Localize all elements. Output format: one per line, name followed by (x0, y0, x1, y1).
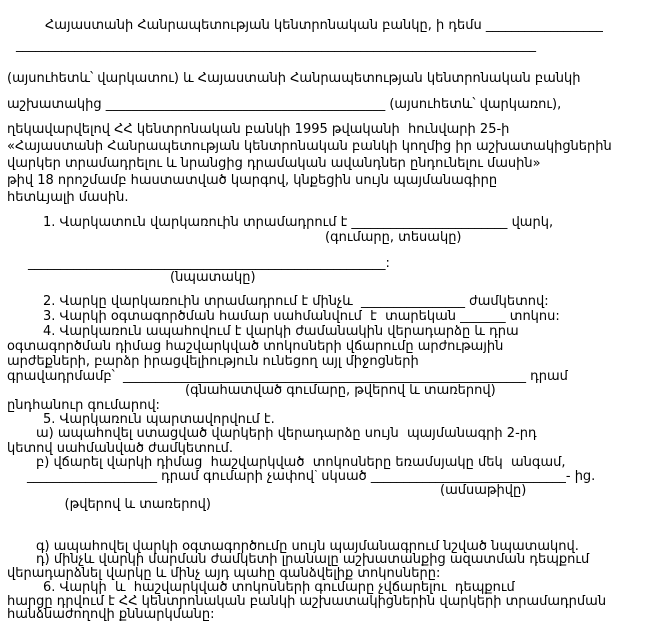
clause-5-item-b-line-1: բ) վճարել վարկի դիմաց հաշվարկված տոկոսները եռամսյակը մեկ անգամ, (36, 456, 566, 470)
clause-4-line-5: ընդհանուր գումարով: (7, 398, 160, 413)
clause-6-line-1: 6. Վարկի և հաշվարկված տոկոսների գումարը չվճարելու դեպքում (43, 581, 515, 595)
preamble-line-3: վարկեր տրամադրելու և նրանցից դրամական ավանդներ ընդունելու մասին» (7, 156, 541, 171)
clause-1-blank-line: _______________________________________________________: (28, 256, 390, 271)
preamble-line-1: ղեկավարվելով ՀՀ կենտրոնական բանկի 1995 թվականի հունվարի 25-ի (7, 122, 510, 137)
field-label-date: (ամսաթիվը) (440, 484, 527, 498)
clause-5-item-a-line-2: կետով սահմանված ժամկետում. (7, 441, 234, 456)
preamble-line-2: «Հայաստանի Հանրապետության կենտրոնական բանկի կողմից իր աշխատակիցներին (7, 139, 612, 154)
clause-5-item-d-line-1: դ) մինչև վարկի մարման ժամկետի լրանալը աշխատանքից ազատման դեպքում (36, 553, 590, 567)
preamble-line-4: թիվ 18 որոշմամբ հաստատված կարգով, կնքեցին սույն պայմանագիրը (7, 173, 498, 188)
field-label-assessed-amount: (գնահատված գումարը, թվերով և տառերով) (185, 384, 496, 398)
clause-4-line-4: գրավադրմամբ՝ ______________________________________________________________ դրամ (7, 369, 568, 384)
clause-1-line: 1. Վարկատուն վարկառուին տրամադրում է ________________________ վարկ, (43, 215, 554, 230)
clause-4-line-1: 4. Վարկառուն ապահովում է վարկի ժամանակին վերադարձը և դրա (43, 324, 519, 339)
clause-5-item-c-line: գ) ապահովել վարկի օգտագործումը սույն պայմանագրում նշված նպատակով. (36, 540, 579, 553)
field-label-numbers-words: (թվերով և տառերով) (64, 497, 211, 512)
clause-5-item-a-line-1: ա) ապահովել ստացված վարկերի վերադարձը սույն պայմանագրի 2-րդ (36, 427, 537, 441)
clause-4-line-3: արժեքների, բարձր իրացվելիություն ունեցող այլ միջոցների (7, 354, 419, 369)
fill-in-blank-line: ________________________________________________________________________________ (16, 38, 536, 53)
clause-3-line: 3. Վարկի օգտագործման համար սահմանվում է տարեկան _______ տոկոս: (43, 309, 560, 324)
clause-6-line-2: հարցը դրվում է ՀՀ կենտրոնական բանկի աշխատակիցներին վարկերի տրամադրման (7, 595, 607, 608)
clause-6-line-3: հանձնաժողովի քննարկմանը: (7, 608, 215, 622)
party-lender-line: Հայաստանի Հանրապետության կենտրոնական բանկը, ի դեմս __________________ (45, 18, 603, 33)
party-lender-alias-line: (այսուհետև՝ վարկատու) և Հայաստանի Հանրապետության կենտրոնական բանկի (7, 71, 581, 86)
field-label-amount-type: (գումարը, տեսակը) (325, 230, 462, 245)
preamble-line-5: հետևյալի մասին. (7, 190, 129, 205)
clause-5-intro: 5. Վարկառուն պարտավորվում է. (43, 413, 275, 427)
party-borrower-line: աշխատակից ___________________________________________ (այսուհետև՝ վարկառու), (7, 97, 562, 112)
clause-5-item-b-line-2: ____________________ դրամ գումարի չափով՝ սկսած ______________________________- ից. (27, 470, 596, 484)
clause-5-item-d-line-2: վերադարձնել վարկը և մինչ այդ պահը գանձվելիք տոկոսները: (7, 567, 441, 581)
clause-5-item-b-labels (0, 484, 655, 540)
clause-2-line: 2. Վարկը վարկառուին տրամադրում է մինչև ________________ ժամկետով: (43, 294, 549, 309)
clause-4-line-2: օգտագործման դիմաց հաշվարկված տոկոսների վճարումը արժութային (7, 339, 504, 354)
field-label-purpose: (նպատակը) (170, 271, 256, 284)
